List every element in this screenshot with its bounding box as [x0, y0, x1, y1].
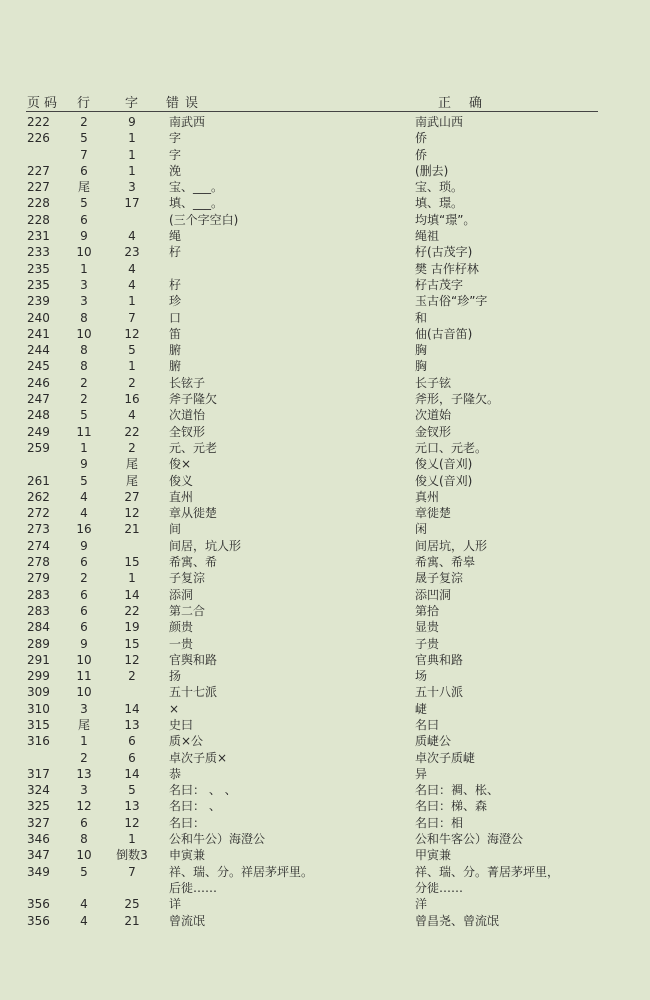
cell-error: 杍 [169, 245, 182, 260]
cell-correct: 晟子复淙 [415, 571, 464, 586]
cell-error: 一贵 [169, 636, 194, 651]
cell-correct: 元口、元老。 [415, 440, 488, 455]
cell-correct: (删去) [415, 163, 449, 178]
cell-char: 15 [124, 636, 140, 651]
header-error: 错误 [166, 96, 205, 111]
cell-char: 6 [128, 734, 136, 749]
table-row [0, 521, 650, 537]
cell-error: 次道怡 [169, 408, 206, 423]
cell-page: 310 [27, 701, 50, 716]
table-row [0, 375, 650, 391]
cell-correct: 闲 [415, 522, 428, 537]
cell-correct: 章徙楚 [415, 506, 452, 521]
cell-line: 9 [80, 636, 88, 651]
cell-char: 16 [124, 392, 140, 407]
cell-line: 11 [76, 424, 92, 439]
cell-line: 7 [80, 147, 88, 162]
table-row [0, 896, 650, 912]
cell-char: 17 [124, 196, 140, 211]
cell-correct: 胸 [415, 343, 428, 358]
cell-line: 10 [76, 245, 92, 260]
cell-line: 6 [80, 555, 88, 570]
cell-error: 公和牛公）海澄公 [169, 832, 266, 847]
cell-page: 346 [27, 832, 50, 847]
cell-page: 246 [27, 375, 50, 390]
table-row [0, 668, 650, 684]
cell-line: 2 [80, 392, 88, 407]
table-row [0, 815, 650, 831]
cell-correct: 名曰：相 [415, 815, 464, 830]
table-row [0, 261, 650, 277]
table-row [0, 587, 650, 603]
table-row [0, 636, 650, 652]
cell-page: 315 [27, 717, 50, 732]
cell-char: 1 [128, 163, 136, 178]
cell-page: 289 [27, 636, 50, 651]
table-row [0, 228, 650, 244]
cell-page: 249 [27, 424, 50, 439]
cell-char: 7 [128, 864, 136, 879]
cell-char: 14 [124, 701, 140, 716]
cell-page: 325 [27, 799, 50, 814]
cell-error: 子复淙 [169, 571, 206, 586]
cell-line: 4 [80, 489, 88, 504]
cell-correct: 伷(古音笛) [415, 326, 473, 341]
cell-correct: 杍(古茂字) [415, 245, 473, 260]
cell-correct: 俊乂(音刈) [415, 457, 473, 472]
cell-page: 231 [27, 229, 50, 244]
cell-correct: 绳祖 [415, 229, 440, 244]
cell-page: 284 [27, 620, 50, 635]
table-row [0, 733, 650, 749]
cell-error: 名曰： [169, 815, 206, 830]
cell-correct: 玉古俗“珍”字 [415, 294, 488, 309]
cell-page: 259 [27, 440, 50, 455]
cell-line: 6 [80, 815, 88, 830]
cell-page: 283 [27, 587, 50, 602]
table-row [0, 913, 650, 929]
cell-char: 5 [128, 343, 136, 358]
cell-page: 347 [27, 848, 50, 863]
cell-page: 245 [27, 359, 50, 374]
cell-char: 14 [124, 587, 140, 602]
table-row [0, 603, 650, 619]
cell-char: 22 [124, 424, 140, 439]
cell-line: 尾 [77, 180, 90, 195]
cell-page: 262 [27, 489, 50, 504]
cell-correct: 和 [415, 310, 428, 325]
cell-error: 元、元老 [169, 440, 218, 455]
cell-char: 5 [128, 783, 136, 798]
cell-line: 1 [80, 734, 88, 749]
cell-page: 240 [27, 310, 50, 325]
cell-char: 12 [124, 652, 140, 667]
cell-error: 口 [169, 310, 182, 325]
cell-line: 3 [80, 277, 88, 292]
cell-line: 尾 [77, 717, 90, 732]
table-row [0, 147, 650, 163]
cell-page: 247 [27, 392, 50, 407]
cell-page: 239 [27, 294, 50, 309]
cell-correct: 子贵 [415, 636, 440, 651]
cell-page: 278 [27, 555, 50, 570]
cell-correct: 曾昌尧、曾流氓 [415, 913, 500, 928]
table-row [0, 277, 650, 293]
cell-line: 4 [80, 897, 88, 912]
cell-char: 19 [124, 620, 140, 635]
cell-correct: 胸 [415, 359, 428, 374]
cell-error: 笛 [169, 326, 182, 341]
cell-line: 9 [80, 457, 88, 472]
cell-line: 9 [80, 229, 88, 244]
cell-page: 273 [27, 522, 50, 537]
cell-correct: 添凹洞 [415, 587, 452, 602]
cell-line: 3 [80, 294, 88, 309]
cell-error: 宝、___。 [169, 180, 224, 195]
cell-correct: 名曰 [415, 717, 440, 732]
cell-correct: 真州 [415, 489, 440, 504]
cell-line: 10 [76, 848, 92, 863]
cell-page: 356 [27, 913, 50, 928]
cell-line: 5 [80, 473, 88, 488]
cell-correct: 甲寅兼 [415, 848, 452, 863]
cell-page: 235 [27, 261, 50, 276]
cell-error: 珍 [169, 294, 182, 309]
cell-error: 全钗形 [169, 424, 206, 439]
cell-correct: 质崨公 [415, 734, 452, 749]
table-row [0, 750, 650, 766]
table-row [0, 880, 650, 896]
cell-char: 1 [128, 294, 136, 309]
cell-correct: 南武山西 [415, 115, 464, 129]
cell-line: 3 [80, 701, 88, 716]
table-header [0, 88, 650, 110]
cell-correct: 长子铉 [415, 375, 452, 390]
cell-page: 279 [27, 571, 50, 586]
cell-char: 1 [128, 571, 136, 586]
cell-correct: 名曰：梯、森 [415, 799, 488, 814]
cell-error: × [169, 701, 180, 716]
cell-line: 2 [80, 750, 88, 765]
cell-char: 倒数3 [116, 848, 148, 863]
cell-char: 12 [124, 815, 140, 830]
cell-char: 14 [124, 766, 140, 781]
cell-error: 章从徙楚 [169, 506, 218, 521]
cell-correct: 俊乂(音刈) [415, 473, 473, 488]
cell-char: 22 [124, 603, 140, 618]
table-row [0, 212, 650, 228]
cell-line: 4 [80, 913, 88, 928]
cell-correct: 填、璟。 [415, 196, 464, 211]
cell-correct: 侨 [415, 147, 428, 162]
cell-line: 6 [80, 603, 88, 618]
cell-page: 248 [27, 408, 50, 423]
header-rule [26, 111, 598, 112]
cell-correct: 显贵 [415, 620, 440, 635]
cell-char: 27 [124, 489, 140, 504]
cell-page: 291 [27, 652, 50, 667]
cell-line: 1 [80, 261, 88, 276]
cell-line: 5 [80, 131, 88, 146]
cell-error: 俊义 [169, 473, 194, 488]
cell-char: 21 [124, 913, 140, 928]
cell-page: 274 [27, 538, 50, 553]
cell-error: 直州 [169, 489, 194, 504]
table-row [0, 440, 650, 456]
cell-page: 316 [27, 734, 50, 749]
cell-char: 13 [124, 799, 140, 814]
cell-error: 详 [169, 897, 182, 912]
cell-error: 南武西 [169, 115, 206, 129]
cell-correct: 杍古茂字 [415, 277, 464, 292]
cell-char: 9 [128, 115, 136, 129]
cell-correct: 五十八派 [415, 685, 464, 700]
cell-line: 6 [80, 163, 88, 178]
cell-correct: 卓次子质崨 [415, 750, 476, 765]
cell-line: 6 [80, 212, 88, 227]
cell-line: 10 [76, 685, 92, 700]
cell-char: 6 [128, 750, 136, 765]
cell-line: 5 [80, 864, 88, 879]
cell-line: 11 [76, 669, 92, 684]
table-row [0, 407, 650, 423]
cell-char: 4 [128, 277, 136, 292]
cell-correct: 异 [415, 766, 428, 781]
cell-error: 间 [169, 522, 182, 537]
cell-error: 名曰： 、 [169, 799, 221, 814]
table-row [0, 342, 650, 358]
table-row [0, 195, 650, 211]
cell-page: 327 [27, 815, 50, 830]
cell-char: 4 [128, 261, 136, 276]
cell-page: 228 [27, 196, 50, 211]
cell-char: 1 [128, 359, 136, 374]
cell-correct: 均填“璟”。 [415, 212, 476, 227]
cell-error: 卓次子质× [169, 750, 228, 765]
cell-page: 299 [27, 669, 50, 684]
cell-char: 尾 [125, 473, 138, 488]
table-row [0, 130, 650, 146]
cell-error: 希寓、希 [169, 555, 218, 570]
cell-line: 6 [80, 620, 88, 635]
table-row [0, 310, 650, 326]
cell-page: 283 [27, 603, 50, 618]
cell-page: 227 [27, 180, 50, 195]
table-row [0, 293, 650, 309]
table-row [0, 244, 650, 260]
table-row [0, 847, 650, 863]
cell-char: 12 [124, 326, 140, 341]
cell-error: 曾流氓 [169, 913, 206, 928]
cell-error: 质×公 [169, 734, 204, 749]
cell-char: 21 [124, 522, 140, 537]
cell-correct: 宝、琐。 [415, 180, 464, 195]
cell-line: 1 [80, 440, 88, 455]
cell-page: 235 [27, 277, 50, 292]
cell-char: 3 [128, 180, 136, 195]
cell-line: 10 [76, 326, 92, 341]
table-row [0, 163, 650, 179]
header-line: 行 [77, 96, 95, 111]
cell-correct: 洋 [415, 897, 428, 912]
cell-char: 尾 [125, 457, 138, 472]
table-row [0, 179, 650, 195]
table-row [0, 473, 650, 489]
cell-line: 5 [80, 196, 88, 211]
cell-line: 13 [76, 766, 92, 781]
cell-line: 2 [80, 571, 88, 586]
cell-correct: 金钗形 [415, 424, 452, 439]
table-row [0, 831, 650, 847]
cell-correct: 侨 [415, 131, 428, 146]
table-row [0, 391, 650, 407]
cell-page: 272 [27, 506, 50, 521]
table-row [0, 766, 650, 782]
cell-page: 317 [27, 766, 50, 781]
cell-char: 1 [128, 147, 136, 162]
cell-line: 12 [76, 799, 92, 814]
cell-error: 祥、瑞、分。祥居茅坪里。 [169, 864, 314, 879]
cell-line: 9 [80, 538, 88, 553]
cell-page: 227 [27, 163, 50, 178]
cell-char: 12 [124, 506, 140, 521]
header-correct: 正确 [438, 96, 501, 111]
cell-char: 4 [128, 408, 136, 423]
table-row [0, 619, 650, 635]
cell-correct: 斧形，子隆欠。 [415, 392, 500, 407]
cell-error: 第二合 [169, 603, 206, 618]
cell-page: 261 [27, 473, 50, 488]
cell-correct: 分徙…… [415, 880, 464, 895]
cell-error: 填、___。 [169, 196, 224, 211]
cell-error: 腑 [169, 343, 182, 358]
cell-correct: 希寓、希皋 [415, 555, 476, 570]
cell-char: 7 [128, 310, 136, 325]
cell-correct: 次道始 [415, 408, 452, 423]
cell-error: 扬 [169, 669, 182, 684]
cell-char: 2 [128, 440, 136, 455]
cell-char: 1 [128, 131, 136, 146]
cell-correct: 间居坑，人形 [415, 538, 488, 553]
cell-error: 间居，坑人形 [169, 538, 242, 553]
table-row [0, 717, 650, 733]
cell-char: 2 [128, 375, 136, 390]
cell-page: 222 [27, 115, 50, 129]
cell-error: 字 [169, 131, 182, 146]
cell-error: 绳 [169, 229, 182, 244]
table-row [0, 456, 650, 472]
cell-line: 8 [80, 832, 88, 847]
header-page: 页码 [27, 96, 62, 111]
cell-page: 309 [27, 685, 50, 700]
cell-page: 324 [27, 783, 50, 798]
cell-char: 2 [128, 669, 136, 684]
cell-error: 史曰 [169, 717, 194, 732]
cell-error: 字 [169, 147, 182, 162]
cell-correct: 崨 [415, 701, 428, 716]
table-row [0, 684, 650, 700]
cell-correct: 官典和路 [415, 652, 464, 667]
cell-correct: 场 [415, 669, 428, 684]
cell-page: 244 [27, 343, 50, 358]
cell-correct: 祥、瑞、分。菁居茅坪里， [415, 864, 560, 879]
cell-char: 25 [124, 897, 140, 912]
cell-page: 228 [27, 212, 50, 227]
cell-error: 申寅兼 [169, 848, 206, 863]
table-row [0, 864, 650, 880]
header-char: 字 [125, 96, 143, 111]
table-row [0, 701, 650, 717]
cell-char: 1 [128, 832, 136, 847]
cell-char: 23 [124, 245, 140, 260]
cell-line: 6 [80, 587, 88, 602]
cell-error: 恭 [169, 766, 182, 781]
table-row [0, 798, 650, 814]
cell-char: 13 [124, 717, 140, 732]
cell-line: 8 [80, 343, 88, 358]
cell-correct: 公和牛客公）海澄公 [415, 832, 524, 847]
cell-line: 4 [80, 506, 88, 521]
cell-error: 添洞 [169, 587, 194, 602]
cell-error: 后徙…… [169, 880, 218, 895]
cell-page: 226 [27, 131, 50, 146]
cell-page: 241 [27, 326, 50, 341]
cell-line: 2 [80, 115, 88, 129]
cell-correct: 樊 古作杍林 [415, 261, 479, 276]
cell-line: 16 [76, 522, 92, 537]
table-row [0, 358, 650, 374]
cell-error: 长铉子 [169, 375, 206, 390]
cell-correct: 名曰：裯、枨、 [415, 783, 500, 798]
cell-error: 俊× [169, 457, 192, 472]
table-row [0, 652, 650, 668]
cell-page: 356 [27, 897, 50, 912]
cell-error: 腑 [169, 359, 182, 374]
cell-line: 2 [80, 375, 88, 390]
cell-error: 官舆和路 [169, 652, 218, 667]
table-row [0, 538, 650, 554]
cell-line: 8 [80, 310, 88, 325]
cell-page: 233 [27, 245, 50, 260]
cell-error: 斧子隆欠 [169, 392, 218, 407]
table-row [0, 424, 650, 440]
cell-char: 4 [128, 229, 136, 244]
cell-error: 名曰： 、 、 [169, 783, 237, 798]
table-row [0, 326, 650, 342]
table-row [0, 570, 650, 586]
cell-error: 颜贵 [169, 620, 194, 635]
cell-page: 349 [27, 864, 50, 879]
cell-line: 10 [76, 652, 92, 667]
table-row [0, 114, 650, 130]
table-row [0, 554, 650, 570]
errata-table [0, 114, 650, 929]
table-row [0, 489, 650, 505]
cell-line: 5 [80, 408, 88, 423]
cell-error: 五十七派 [169, 685, 218, 700]
table-row [0, 782, 650, 798]
cell-line: 3 [80, 783, 88, 798]
cell-char: 15 [124, 555, 140, 570]
cell-correct: 第拾 [415, 603, 440, 618]
cell-error: 杍 [169, 277, 182, 292]
cell-error: (三个字空白) [169, 212, 239, 227]
table-row [0, 505, 650, 521]
cell-line: 8 [80, 359, 88, 374]
cell-error: 浼 [169, 163, 182, 178]
